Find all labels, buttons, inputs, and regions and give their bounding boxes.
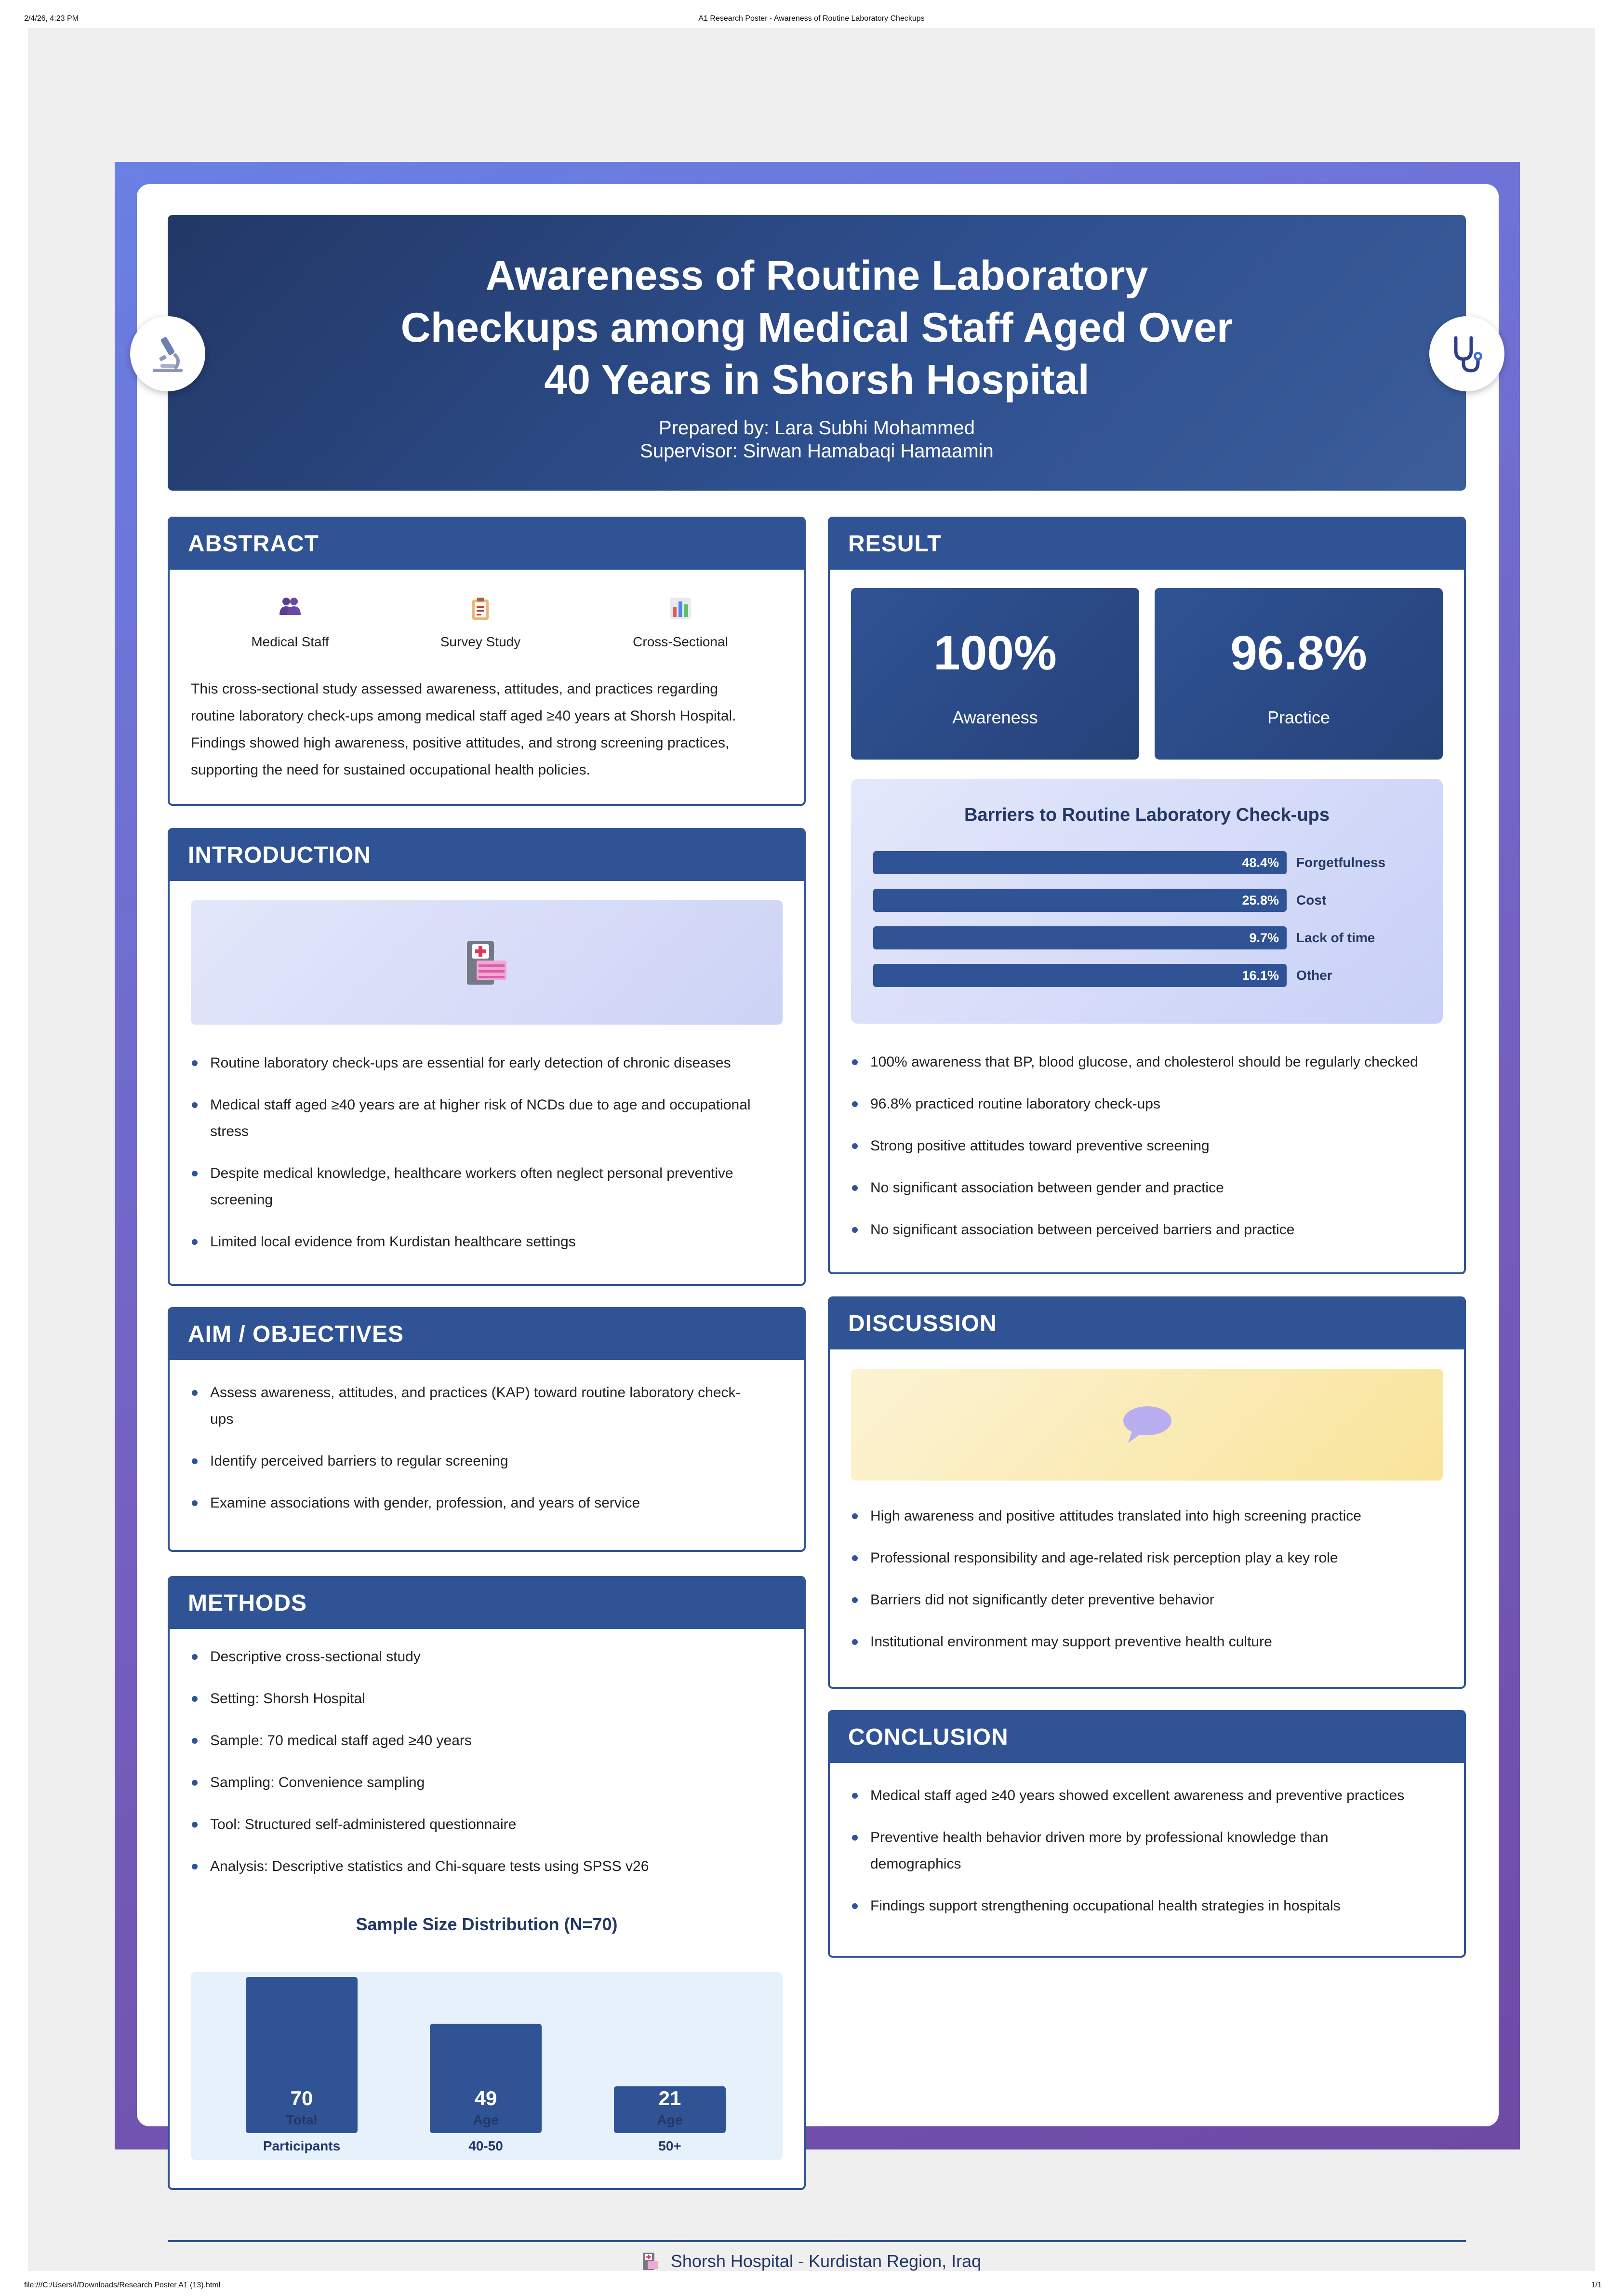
title-line: Awareness of Routine Laboratory: [485, 253, 1148, 299]
list-item: [191, 1769, 783, 1796]
list-item: [851, 1782, 1443, 1809]
sample-chart-title: Sample Size Distribution (N=70): [356, 1914, 618, 1934]
author-info: [168, 416, 1466, 463]
bullet-text: Examine associations with gender, profession, and years of service: [210, 1495, 640, 1511]
barrier-bar: [873, 889, 1287, 912]
barrier-value-label: 48.4%: [1242, 855, 1279, 870]
stat-label: Practice: [1267, 707, 1330, 727]
bullet-text: Tool: Structured self-administered questionnaire: [210, 1816, 517, 1832]
bullet-text: High awareness and positive attitudes translated into high screening practice: [870, 1508, 1361, 1524]
barrier-value-label: 16.1%: [1242, 968, 1279, 983]
discussion-section: [828, 1296, 1466, 1689]
sample-size-chart: [191, 1972, 783, 2160]
awareness-stat-card: [851, 588, 1139, 760]
bullet-text: Findings support strengthening occupational health strategies in hospitals: [870, 1898, 1341, 1914]
footer-text: Shorsh Hospital - Kurdistan Region, Iraq: [670, 2251, 982, 2271]
section-heading: CONCLUSION: [830, 1712, 1464, 1763]
list-item: [851, 1824, 1443, 1877]
supervisor: Supervisor: Sirwan Hamabaqi Hamaamin: [640, 441, 994, 462]
abstract-icon-item: [408, 597, 553, 650]
barrier-bar: [873, 926, 1287, 949]
hospital-icon: [465, 938, 508, 987]
sample-chart-area: [191, 1972, 783, 2160]
clipboard-icon: [408, 597, 553, 622]
bullet-text: Professional responsibility and age-related risk perception play a key role: [870, 1550, 1338, 1566]
stat-value: 100%: [933, 626, 1057, 680]
sample-category-label: Total: [286, 2112, 318, 2127]
print-url: file:///C:/Users/I/Downloads/Research Poster A1 (13).html: [24, 2281, 221, 2289]
list-item: [191, 1228, 783, 1255]
abstract-icon-item: [218, 597, 362, 650]
sample-category-label: Participants: [263, 2138, 341, 2153]
bullet-text: Despite medical knowledge, healthcare workers often neglect personal preventive: [210, 1165, 733, 1181]
barrier-category-label: Other: [1296, 968, 1332, 983]
result-bullets: [851, 1049, 1443, 1243]
stat-value: 96.8%: [1230, 626, 1367, 680]
barrier-value-label: 25.8%: [1242, 893, 1279, 908]
section-heading: DISCUSSION: [830, 1298, 1464, 1349]
stat-label: Awareness: [952, 707, 1038, 727]
barrier-bar: [873, 964, 1287, 987]
poster-footer: [0, 2246, 1623, 2277]
section-heading: ABSTRACT: [170, 519, 804, 570]
microscope-icon: [130, 316, 205, 391]
discussion-image: [851, 1369, 1443, 1481]
abstract-text: [191, 676, 783, 784]
section-heading: METHODS: [170, 1578, 804, 1629]
list-item: [191, 1379, 783, 1432]
barrier-value-label: 9.7%: [1249, 931, 1279, 945]
abstract-line: routine laboratory check-ups among medical staff aged ≥40 years at Shorsh Hospital.: [191, 708, 736, 724]
speech-bubble-icon: [1120, 1404, 1173, 1445]
aims-section: [168, 1307, 806, 1552]
list-item: [851, 1629, 1443, 1655]
discussion-bullets: [851, 1503, 1443, 1655]
list-item: [191, 1853, 783, 1880]
bullet-text: Institutional environment may support preventive health culture: [870, 1634, 1272, 1650]
bullet-text: Descriptive cross-sectional study: [210, 1649, 421, 1665]
poster-header: [168, 215, 1466, 491]
conclusion-section: [828, 1710, 1466, 1958]
intro-image: [191, 900, 783, 1025]
list-item: [191, 1643, 783, 1670]
sample-bar-value: 21: [658, 2087, 681, 2109]
icon-label: Survey Study: [440, 634, 521, 649]
bullet-text: Sample: 70 medical staff aged ≥40 years: [210, 1733, 472, 1749]
print-doc-title: A1 Research Poster - Awareness of Routine Laboratory Checkups: [698, 14, 925, 23]
abstract-line: This cross-sectional study assessed awareness, attitudes, and practices regarding: [191, 681, 718, 697]
bullet-text: No significant association between perceived barriers and practice: [870, 1222, 1295, 1238]
list-item: [851, 1893, 1443, 1919]
list-item: [191, 1685, 783, 1712]
list-item: [191, 1092, 783, 1145]
list-item: [191, 1050, 783, 1076]
result-section: [828, 517, 1466, 1274]
sample-bar: [246, 1977, 358, 2133]
methods-section: [168, 1576, 806, 2190]
bullet-text: Medical staff aged ≥40 years showed excellent awareness and preventive practices: [870, 1788, 1405, 1803]
sample-category-label: 50+: [658, 2138, 681, 2153]
bullet-text: Analysis: Descriptive statistics and Chi-square tests using SPSS v26: [210, 1858, 649, 1874]
bullet-text: Assess awareness, attitudes, and practices (KAP) toward routine laboratory check-: [210, 1385, 741, 1401]
abstract-line: supporting the need for sustained occupational health policies.: [191, 762, 590, 778]
bullet-text: Barriers did not significantly deter preventive behavior: [870, 1592, 1214, 1608]
list-item: [191, 1727, 783, 1754]
barrier-category-label: Lack of time: [1296, 930, 1375, 945]
sample-category-label: Age: [473, 2112, 499, 2127]
aims-bullets: [191, 1379, 783, 1516]
list-item: [851, 1091, 1443, 1117]
list-item: [851, 1587, 1443, 1613]
title-line: 40 Years in Shorsh Hospital: [544, 357, 1090, 403]
poster-title: [168, 250, 1466, 406]
sample-bar-value: 70: [290, 2087, 313, 2109]
hospital-icon: [642, 2252, 659, 2271]
list-item: [851, 1049, 1443, 1075]
section-heading: RESULT: [830, 519, 1464, 570]
print-page-number: 1/1: [1591, 2281, 1602, 2289]
bullet-text: No significant association between gender and practice: [870, 1180, 1224, 1196]
bullet-text: 100% awareness that BP, blood glucose, and cholesterol should be regularly checked: [870, 1054, 1418, 1070]
abstract-icon-item: [608, 597, 753, 650]
section-heading: INTRODUCTION: [170, 830, 804, 881]
bullet-text: demographics: [870, 1856, 961, 1872]
footer-divider: [168, 2240, 1466, 2242]
icon-label: Cross-Sectional: [633, 634, 728, 649]
section-heading: AIM / OBJECTIVES: [170, 1309, 804, 1360]
print-datetime: 2/4/26, 4:23 PM: [24, 14, 79, 23]
list-item: [851, 1175, 1443, 1201]
introduction-section: [168, 828, 806, 1286]
barriers-chart: [851, 779, 1443, 1024]
list-item: [191, 1448, 783, 1474]
sample-category-label: Age: [657, 2112, 683, 2127]
stethoscope-icon: [1429, 316, 1504, 391]
list-item: [851, 1133, 1443, 1159]
sample-bar-value: 49: [474, 2087, 497, 2109]
list-item: [191, 1811, 783, 1838]
bullet-text: Identify perceived barriers to regular screening: [210, 1453, 508, 1469]
bar-chart-icon: [608, 597, 753, 622]
list-item: [191, 1490, 783, 1516]
bullet-text: Routine laboratory check-ups are essential for early detection of chronic diseases: [210, 1055, 731, 1071]
list-item: [191, 1160, 783, 1213]
list-item: [851, 1545, 1443, 1571]
methods-bullets: [191, 1643, 783, 1880]
barrier-category-label: Cost: [1296, 893, 1327, 908]
bullet-text: screening: [210, 1192, 273, 1208]
conclusion-bullets: [851, 1782, 1443, 1919]
barrier-bar: [873, 851, 1287, 874]
sample-category-label: 40-50: [468, 2138, 503, 2153]
barrier-category-label: Forgetfulness: [1296, 855, 1386, 870]
abstract-section: [168, 517, 806, 806]
barriers-chart-title: Barriers to Routine Laboratory Check-ups: [964, 805, 1330, 825]
bullet-text: Strong positive attitudes toward preventive screening: [870, 1138, 1210, 1154]
prepared-by: Prepared by: Lara Subhi Mohammed: [659, 417, 975, 439]
people-icon: [218, 597, 362, 622]
bullet-text: Medical staff aged ≥40 years are at higher risk of NCDs due to age and occupational: [210, 1097, 751, 1113]
intro-bullets: [191, 1050, 783, 1255]
icon-label: Medical Staff: [251, 634, 329, 649]
bullet-text: stress: [210, 1123, 249, 1139]
abstract-line: Findings showed high awareness, positive attitudes, and strong screening practices,: [191, 735, 730, 751]
bullet-text: Preventive health behavior driven more by professional knowledge than: [870, 1829, 1329, 1845]
bullet-text: Limited local evidence from Kurdistan healthcare settings: [210, 1234, 576, 1250]
title-line: Checkups among Medical Staff Aged Over: [400, 305, 1233, 351]
bullet-text: ups: [210, 1411, 234, 1427]
list-item: [851, 1503, 1443, 1529]
bullet-text: Sampling: Convenience sampling: [210, 1775, 425, 1790]
practice-stat-card: [1155, 588, 1443, 760]
list-item: [851, 1216, 1443, 1243]
bullet-text: 96.8% practiced routine laboratory check-ups: [870, 1096, 1160, 1112]
bullet-text: Setting: Shorsh Hospital: [210, 1691, 365, 1707]
result-stats: [851, 588, 1443, 760]
